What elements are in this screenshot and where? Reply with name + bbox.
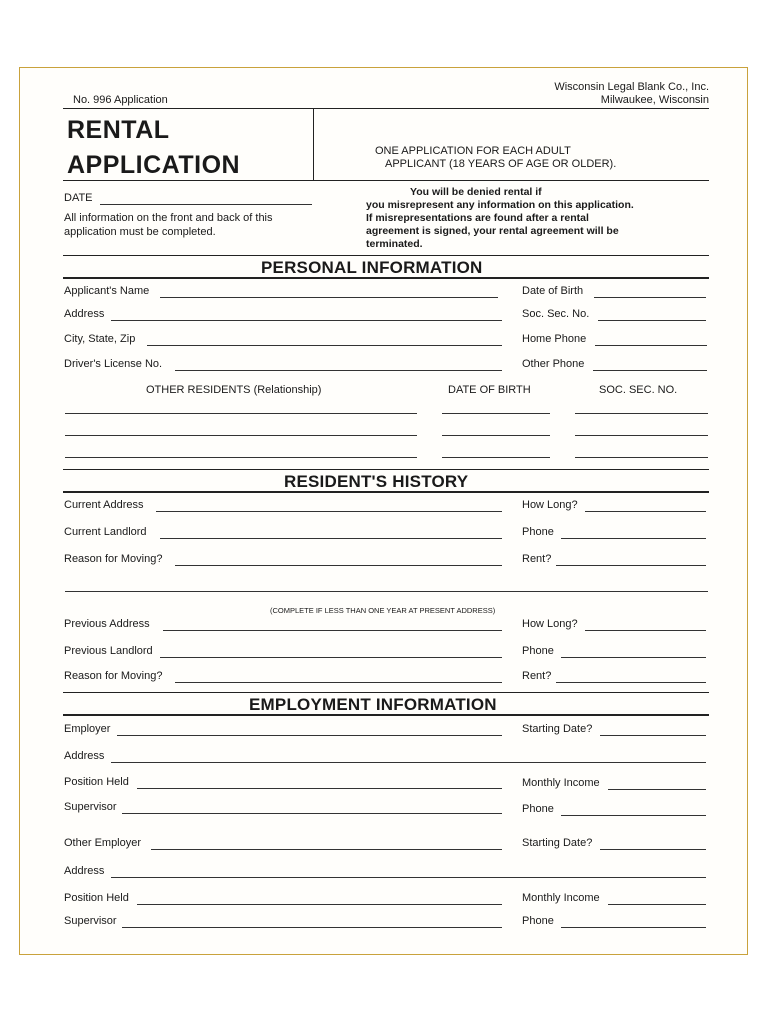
starting-date-label: Starting Date? — [522, 723, 593, 735]
application-form-sheet — [19, 67, 748, 955]
other-monthly-income-label: Monthly Income — [522, 892, 600, 904]
current-landlord-field[interactable] — [160, 538, 502, 539]
denial-notice-line5: terminated. — [366, 238, 423, 250]
other-phone-field[interactable] — [593, 370, 707, 371]
current-landlord-phone-label: Phone — [522, 526, 554, 538]
city-state-zip-label: City, State, Zip — [64, 333, 136, 345]
position-held-label: Position Held — [64, 776, 129, 788]
other-resident-3-field[interactable] — [65, 457, 417, 458]
history-extra-line[interactable] — [65, 591, 708, 592]
date-label: DATE — [64, 192, 93, 204]
soc-sec-label: Soc. Sec. No. — [522, 308, 590, 320]
current-rent-label: Rent? — [522, 553, 552, 565]
current-rent-field[interactable] — [556, 565, 706, 566]
other-resident-1-dob-field[interactable] — [442, 413, 550, 414]
personal-rule-top — [63, 255, 709, 256]
current-landlord-phone-field[interactable] — [561, 538, 706, 539]
complete-if-less-note: (COMPLETE IF LESS THAN ONE YEAR AT PRESENT ADDRESS) — [270, 606, 496, 615]
previous-address-field[interactable] — [163, 630, 502, 631]
current-address-label: Current Address — [64, 499, 144, 511]
previous-landlord-label: Previous Landlord — [64, 645, 153, 657]
previous-address-label: Previous Address — [64, 618, 150, 630]
form-title-line2: APPLICATION — [67, 151, 241, 179]
publisher-city: Milwaukee, Wisconsin — [600, 94, 709, 106]
other-resident-3-ssn-field[interactable] — [575, 457, 708, 458]
other-resident-2-dob-field[interactable] — [442, 435, 550, 436]
supervisor-phone-label: Phone — [522, 803, 554, 815]
applicant-name-label: Applicant's Name — [64, 285, 150, 297]
residents-history-heading: RESIDENT'S HISTORY — [284, 472, 469, 491]
other-position-held-label: Position Held — [64, 892, 129, 904]
denial-notice-line4: agreement is signed, your rental agreement will be — [366, 225, 619, 237]
home-phone-label: Home Phone — [522, 333, 587, 345]
ssn-column-header: SOC. SEC. NO. — [599, 384, 678, 396]
date-of-birth-field[interactable] — [594, 297, 706, 298]
other-resident-2-ssn-field[interactable] — [575, 435, 708, 436]
current-how-long-label: How Long? — [522, 499, 578, 511]
employer-address-field[interactable] — [111, 762, 706, 763]
header-rule — [63, 108, 709, 109]
denial-notice-line2: you misrepresent any information on this application. — [366, 199, 634, 211]
other-starting-date-label: Starting Date? — [522, 837, 593, 849]
employment-rule-top — [63, 692, 709, 693]
employer-field[interactable] — [117, 735, 502, 736]
other-residents-header: OTHER RESIDENTS (Relationship) — [146, 384, 322, 396]
other-resident-1-field[interactable] — [65, 413, 417, 414]
monthly-income-label: Monthly Income — [522, 777, 600, 789]
previous-rent-field[interactable] — [556, 682, 706, 683]
previous-landlord-phone-label: Phone — [522, 645, 554, 657]
previous-how-long-field[interactable] — [585, 630, 706, 631]
other-resident-3-dob-field[interactable] — [442, 457, 550, 458]
supervisor-phone-field[interactable] — [561, 815, 706, 816]
other-supervisor-label: Supervisor — [64, 915, 117, 927]
title-rule — [63, 180, 709, 181]
other-employer-address-label: Address — [64, 865, 105, 877]
home-phone-field[interactable] — [595, 345, 707, 346]
supervisor-label: Supervisor — [64, 801, 117, 813]
date-field[interactable] — [100, 204, 312, 205]
current-how-long-field[interactable] — [585, 511, 706, 512]
one-application-line1: ONE APPLICATION FOR EACH ADULT — [375, 145, 571, 157]
one-application-line2: APPLICANT (18 YEARS OF AGE OR OLDER). — [385, 158, 617, 170]
drivers-license-label: Driver's License No. — [64, 358, 163, 370]
other-monthly-income-field[interactable] — [608, 904, 706, 905]
personal-rule-bottom — [63, 277, 709, 279]
publisher-name: Wisconsin Legal Blank Co., Inc. — [554, 81, 709, 93]
drivers-license-field[interactable] — [175, 370, 502, 371]
other-resident-1-ssn-field[interactable] — [575, 413, 708, 414]
other-supervisor-phone-label: Phone — [522, 915, 554, 927]
history-rule-bottom — [63, 491, 709, 493]
position-held-field[interactable] — [137, 788, 502, 789]
current-reason-moving-label: Reason for Moving? — [64, 553, 163, 565]
other-phone-label: Other Phone — [522, 358, 585, 370]
form-title-line1: RENTAL — [67, 116, 170, 144]
previous-landlord-field[interactable] — [160, 657, 502, 658]
other-employer-address-field[interactable] — [111, 877, 706, 878]
all-info-line2: application must be completed. — [64, 226, 216, 238]
soc-sec-field[interactable] — [598, 320, 706, 321]
denial-notice-line1: You will be denied rental if — [410, 186, 542, 198]
other-employer-field[interactable] — [151, 849, 502, 850]
other-position-held-field[interactable] — [137, 904, 502, 905]
monthly-income-field[interactable] — [608, 789, 706, 790]
previous-reason-moving-label: Reason for Moving? — [64, 670, 163, 682]
employment-rule-bottom — [63, 714, 709, 716]
previous-how-long-label: How Long? — [522, 618, 578, 630]
other-starting-date-field[interactable] — [600, 849, 706, 850]
employment-information-heading: EMPLOYMENT INFORMATION — [249, 695, 497, 714]
form-number: No. 996 Application — [73, 94, 168, 106]
previous-rent-label: Rent? — [522, 670, 552, 682]
starting-date-field[interactable] — [600, 735, 706, 736]
previous-landlord-phone-field[interactable] — [561, 657, 706, 658]
employer-address-label: Address — [64, 750, 105, 762]
header-divider — [313, 108, 314, 180]
employer-label: Employer — [64, 723, 111, 735]
other-supervisor-phone-field[interactable] — [561, 927, 706, 928]
previous-reason-moving-field[interactable] — [175, 682, 502, 683]
other-employer-label: Other Employer — [64, 837, 142, 849]
current-landlord-label: Current Landlord — [64, 526, 147, 538]
address-label: Address — [64, 308, 105, 320]
other-resident-2-field[interactable] — [65, 435, 417, 436]
history-rule-top — [63, 469, 709, 470]
dob-column-header: DATE OF BIRTH — [448, 384, 531, 396]
date-of-birth-label: Date of Birth — [522, 285, 584, 297]
all-info-line1: All information on the front and back of this — [64, 212, 273, 224]
applicant-name-field[interactable] — [160, 297, 498, 298]
city-state-zip-field[interactable] — [147, 345, 502, 346]
other-supervisor-field[interactable] — [122, 927, 502, 928]
current-address-field[interactable] — [156, 511, 502, 512]
address-field[interactable] — [111, 320, 502, 321]
supervisor-field[interactable] — [122, 813, 502, 814]
current-reason-moving-field[interactable] — [175, 565, 502, 566]
personal-information-heading: PERSONAL INFORMATION — [261, 258, 483, 277]
denial-notice-line3: If misrepresentations are found after a rental — [366, 212, 589, 224]
